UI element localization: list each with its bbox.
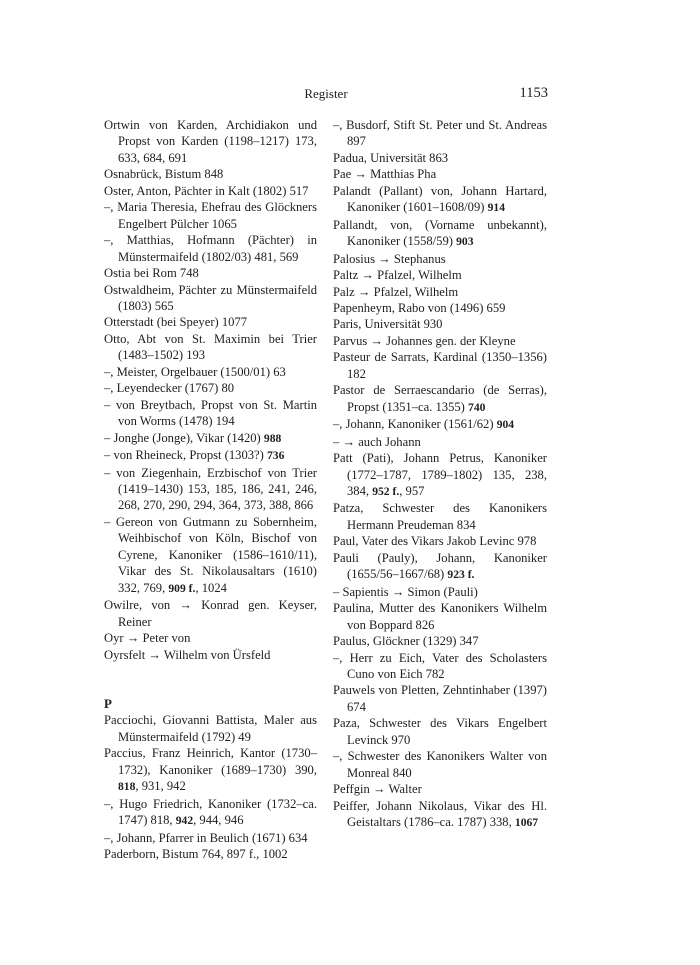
index-entry: Oyrsfelt → Wilhelm von Ürsfeld — [104, 647, 271, 662]
entry-text: Palandt (Pallant) von, Johann Hartard, Kanoniker (1601–1608/09) — [333, 183, 547, 215]
index-entry: –, Johann, Pfarrer in Beulich (1671) 634 — [104, 830, 308, 845]
index-entry: Paltz → Pfalzel, Wilhelm — [333, 268, 462, 283]
entry-text: Pauli (Pauly), Johann, Kanoniker (1655/56–1667/68) — [333, 550, 547, 582]
bold-page-ref: 909 f. — [168, 581, 196, 595]
entry-text: Pastor de Serraescandario (de Serras), Propst (1351–ca. 1355) — [333, 383, 547, 414]
index-entry: Palz → Pfalzel, Wilhelm — [333, 284, 459, 299]
entry-text: –, Hugo Friedrich, Kanoniker (1732–ca. 1747) 818, — [104, 796, 317, 828]
index-entry: Owilre, von → Konrad gen. Keyser, Reiner — [104, 598, 317, 629]
index-entry: –, Meister, Orgelbauer (1500/01) 63 — [104, 364, 286, 379]
page-number: 1153 — [519, 85, 548, 101]
index-entry — [333, 798, 547, 832]
index-entry: Paulina, Mutter des Kanonikers Wilhelm von Boppard 826 — [333, 601, 547, 632]
entry-text: , 931, 942 — [135, 779, 186, 794]
entry-text: –, Johann, Kanoniker (1561/62) — [333, 417, 497, 432]
index-entry: Paris, Universität 930 — [333, 317, 443, 332]
bold-page-ref: 923 f. — [447, 568, 475, 582]
entry-text: , 1024 — [195, 580, 227, 595]
entry-text: Paccius, Franz Heinrich, Kantor (1730–1732), Kanoniker (1689–1730) 390, — [104, 746, 317, 777]
index-entry — [333, 217, 547, 251]
index-column-right — [333, 117, 547, 831]
index-entry: Pacciochi, Giovanni Battista, Maler aus Münstermaifeld (1792) 49 — [104, 713, 317, 744]
index-entry: Palosius → Stephanus — [333, 251, 446, 266]
index-entry: Paderborn, Bistum 764, 897 f., 1002 — [104, 847, 288, 862]
index-entry — [104, 796, 317, 830]
index-entry: – Sapientis → Simon (Pauli) — [333, 584, 478, 599]
bold-page-ref: 988 — [263, 431, 282, 445]
index-entry: –, Herr zu Eich, Vater des Scholasters Cuno von Eich 782 — [333, 650, 547, 681]
section-letter-heading: P — [104, 695, 112, 711]
index-entry: – → auch Johann — [333, 434, 421, 449]
bold-page-ref: 952 f. — [372, 484, 400, 498]
bold-page-ref: 740 — [468, 400, 486, 414]
index-entry — [104, 745, 317, 795]
running-head — [104, 84, 548, 104]
bold-page-ref: 914 — [487, 201, 505, 215]
entry-text: – von Rheineck, Propst (1303?) — [104, 448, 267, 463]
bold-page-ref: 904 — [496, 418, 515, 432]
index-entry: Ortwin von Karden, Archidiakon und Propst von Karden (1198–1217) 173, 633, 684, 691 — [104, 118, 317, 165]
index-entry: –, Busdorf, Stift St. Peter und St. Andreas 897 — [333, 118, 547, 149]
bold-page-ref: 903 — [456, 235, 474, 249]
index-entry: Osnabrück, Bistum 848 — [104, 167, 224, 182]
entry-text: , 944, 946 — [193, 813, 244, 828]
index-entry: Oster, Anton, Pächter in Kalt (1802) 517 — [104, 183, 309, 198]
entry-text: Pallandt, von, (Vorname unbekannt), Kanoniker (1558/59) — [333, 217, 547, 249]
entry-text: Patt (Pati), Johann Petrus, Kanoniker (1772–1787, 1789–1802) 135, 238, 384, — [333, 451, 547, 498]
index-entry: Pae → Matthias Pha — [333, 167, 437, 182]
entry-text: – Jonghe (Jonge), Vikar (1420) — [104, 430, 264, 445]
index-entry: Ostwaldheim, Pächter zu Münstermaifeld (1803) 565 — [104, 282, 317, 313]
index-entry: Parvus → Johannes gen. der Kleyne — [333, 333, 516, 348]
index-entry: –, Schwester des Kanonikers Walter von Monreal 840 — [333, 749, 547, 780]
index-entry: Oyr → Peter von — [104, 631, 191, 646]
index-entry: Paulus, Glöckner (1329) 347 — [333, 634, 479, 649]
entry-text: , 957 — [399, 483, 425, 498]
index-entry — [104, 447, 317, 464]
index-entry: Otterstadt (bei Speyer) 1077 — [104, 315, 248, 330]
index-entry: Papenheym, Rabo von (1496) 659 — [333, 300, 506, 315]
entry-text: – Gereon von Gutmann zu Sobernheim, Weihbischof von Köln, Bischof von Cyrene, Kanoniker (1586–1610/11), Vikar des St. Nikolausaltars (1610) 332, 769, — [104, 514, 317, 595]
index-entry — [104, 430, 317, 447]
index-entry: –, Maria Theresia, Ehefrau des Glöckners Engelbert Pülcher 1065 — [104, 200, 317, 231]
index-entry — [333, 183, 547, 217]
index-entry — [333, 382, 547, 416]
index-entry: Otto, Abt von St. Maximin bei Trier (1483–1502) 193 — [104, 331, 317, 363]
index-entry: Pasteur de Sarrats, Kardinal (1350–1356) 182 — [333, 350, 547, 381]
index-entry — [333, 550, 547, 584]
index-entry: –, Matthias, Hofmann (Pächter) in Münstermaifeld (1802/03) 481, 569 — [104, 233, 317, 264]
index-entry — [333, 450, 547, 500]
entry-text: Peiffer, Johann Nikolaus, Vikar des Hl. Geistaltars (1786–ca. 1787) 338, — [333, 798, 547, 830]
index-entry — [333, 416, 547, 433]
bold-page-ref: 942 — [175, 814, 194, 828]
index-entry: Peffgin → Walter — [333, 782, 422, 797]
index-entry: Padua, Universität 863 — [333, 150, 449, 165]
index-entry: –, Leyendecker (1767) 80 — [104, 381, 235, 396]
bold-page-ref: 818 — [118, 780, 136, 794]
index-entry: Paza, Schwester des Vikars Engelbert Levinck 970 — [333, 716, 547, 747]
index-entry: – von Breytbach, Propst von St. Martin von Worms (1478) 194 — [104, 397, 317, 429]
index-entry: Patza, Schwester des Kanonikers Hermann Preudeman 834 — [333, 501, 547, 532]
bold-page-ref: 1067 — [514, 816, 539, 830]
index-entry: – von Ziegenhain, Erzbischof von Trier (1419–1430) 153, 185, 186, 241, 246, 268, 270, 290, 294, 364, 373, 388, 866 — [104, 465, 317, 513]
index-entry — [104, 514, 317, 597]
index-entry: Ostia bei Rom 748 — [104, 266, 199, 281]
index-entry: Pauwels von Pletten, Zehntinhaber (1397) 674 — [333, 683, 547, 714]
bold-page-ref: 736 — [267, 449, 285, 463]
index-entry: Paul, Vater des Vikars Jakob Levinc 978 — [333, 534, 537, 549]
running-title: Register — [304, 86, 348, 101]
index-column-left — [104, 117, 317, 862]
